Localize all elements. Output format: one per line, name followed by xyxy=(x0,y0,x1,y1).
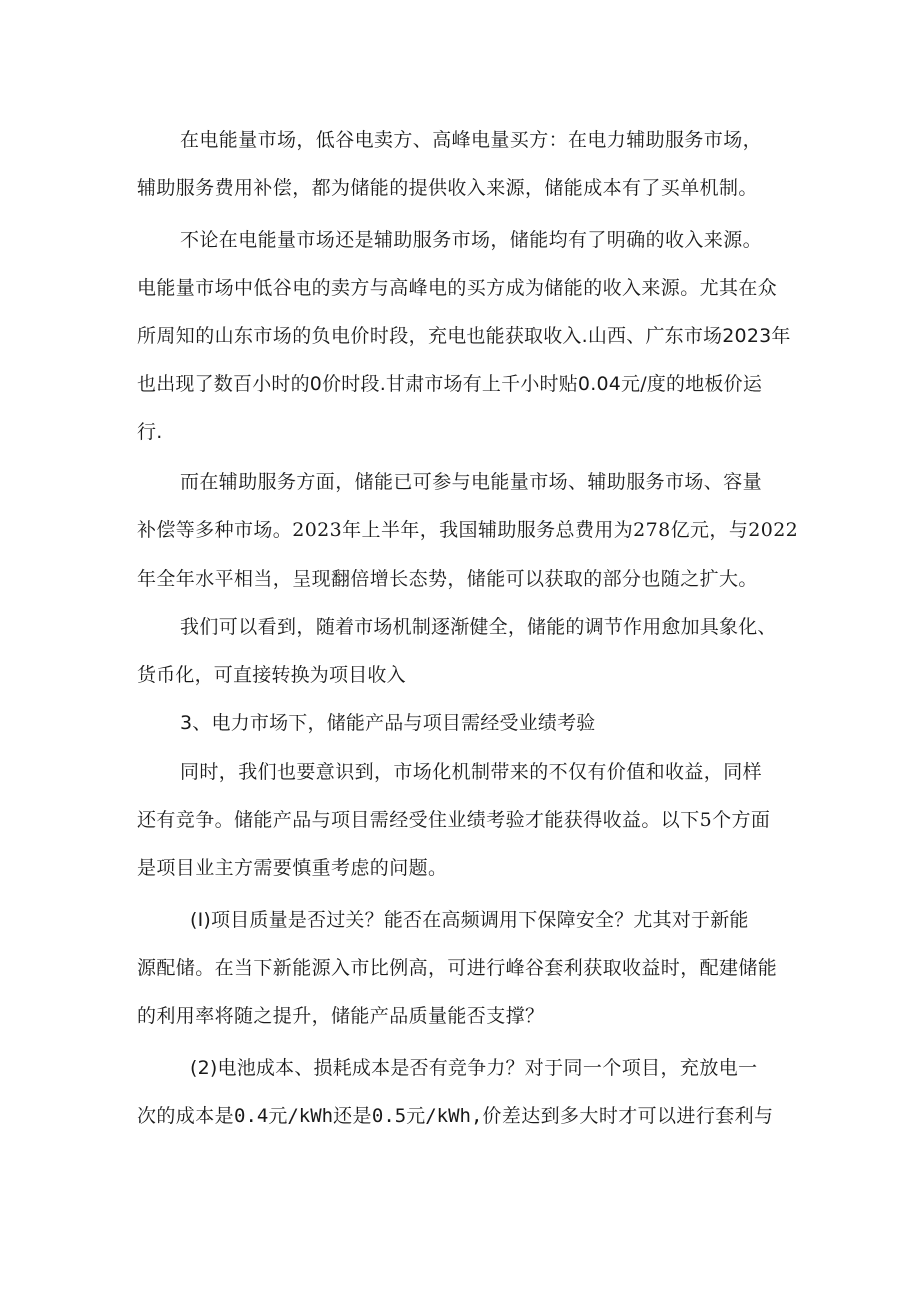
paragraph-5-line-2: 还有竞争。储能产品与项目需经受住业绩考验才能获得收益。以下5个方面 xyxy=(137,809,771,831)
section-heading-3: 3、电力市场下，储能产品与项目需经受业绩考验 xyxy=(180,712,596,734)
paragraph-2-line-1: 不论在电能量市场还是辅助服务市场，储能均有了明确的收入来源。 xyxy=(180,229,763,251)
paragraph-1-line-2: 辅助服务费用补偿，都为储能的提供收入来源，储能成本有了买单机制。 xyxy=(137,177,758,199)
paragraph-2-line-4: 也出现了数百小时的0价时段.甘肃市场有上千小时贴0.04元/度的地板价运 xyxy=(137,373,763,395)
paragraph-6-line-1: (I)项目质量是否过关？能否在高频调用下保障安全？尤其对于新能 xyxy=(190,909,749,931)
paragraph-5-line-1: 同时，我们也要意识到，市场化机制带来的不仅有价值和收益，同样 xyxy=(180,761,763,783)
paragraph-3-line-2: 补偿等多种市场。2023年上半年，我国辅助服务总费用为278亿元，与2022 xyxy=(137,519,799,541)
paragraph-6-line-3: 的利用率将随之提升，储能产品质量能否支撑？ xyxy=(137,1005,545,1027)
paragraph-6-line-2: 源配储。在当下新能源入市比例高，可进行峰谷套利获取收益时，配建储能 xyxy=(137,957,778,979)
paragraph-2-line-2: 电能量市场中低谷电的卖方与高峰电的买方成为储能的收入来源。尤其在众 xyxy=(137,277,778,299)
paragraph-2-line-5: 行. xyxy=(137,421,163,443)
paragraph-7-line-2: 次的成本是0.4元/kWh还是0.5元/kWh,价差达到多大时才可以进行套利与 xyxy=(137,1105,774,1127)
paragraph-3-line-3: 年全年水平相当，呈现翻倍增长态势，储能可以获取的部分也随之扩大。 xyxy=(137,568,758,590)
paragraph-2-line-3: 所周知的山东市场的负电价时段，充电也能获取收入.山西、广东市场2023年 xyxy=(137,325,791,347)
paragraph-5-line-3: 是项目业主方需要慎重考虑的问题。 xyxy=(137,857,448,879)
paragraph-4-line-1: 我们可以看到，随着市场机制逐渐健全，储能的调节作用愈加具象化、 xyxy=(180,616,777,638)
paragraph-7-line-1: (2)电池成本、损耗成本是否有竞争力？对于同一个项目，充放电一 xyxy=(190,1057,758,1079)
paragraph-1-line-1: 在电能量市场，低谷电卖方、高峰电量买方：在电力辅助服务市场， xyxy=(180,129,763,151)
paragraph-3-line-1: 而在辅助服务方面，储能已可参与电能量市场、辅助服务市场、容量 xyxy=(180,471,763,493)
paragraph-4-line-2: 货币化，可直接转换为项目收入 xyxy=(137,664,406,686)
